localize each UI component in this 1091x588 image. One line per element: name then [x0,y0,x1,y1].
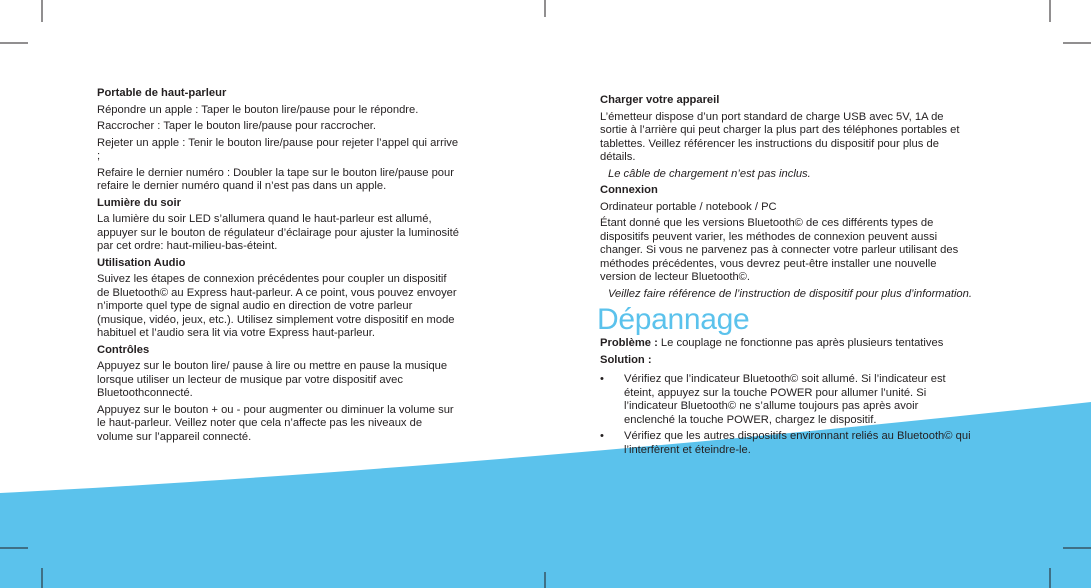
connexion-note: Veillez faire référence de l’instruction de dispositif pour plus d’information. [608,287,972,300]
charger-heading: Charger votre appareil [600,94,720,106]
left-column [97,87,459,447]
probleme-line [600,337,972,351]
solution-text-1: Vérifiez que l’indicateur Bluetooth© soit allumé. Si l’indicateur est éteint, appuyez sur la touche POWER pour allumer l’unité. Si l’indicateur Bluetooth© ne s’allume toujours pas après avoir enclenché la touche POWER, chargez le dispositif. [624,373,946,426]
portable-line-answer: Répondre un apple : Taper le bouton lire/pause pour le répondre. [97,103,419,116]
lumiere-text: La lumière du soir LED s’allumera quand le haut-parleur est allumé, appuyer sur le bouton de régulateur d’éclairage pour ajuster la luminosité par cet ordre: haut-milieu-bas-éteint. [97,213,459,252]
portable-line-redial: Refaire le dernier numéro : Doubler la tape sur le bouton lire/pause pour refaire le dernier numéro quand il n’est pas dans un apple. [97,166,454,192]
audio-heading: Utilisation Audio [97,256,186,269]
depannage-title: Dépannage [597,303,750,336]
portable-line-reject: Rejeter un apple : Tenir le bouton lire/pause pour rejeter l’appel qui arrive ; [97,136,459,162]
connexion-text: Étant donné que les versions Bluetooth© de ces différents types de dispositifs peuvent varier, les méthodes de connexion peuvent aussi changer. Si vous ne parvenez pas à connecter votre parleur utilisant des méthodes précédentes, vous devrez peut-être installer une nouvelle version de lecteur Bluetooth©. [600,217,959,283]
solution-item [600,373,972,427]
portable-heading: Portable de haut-parleur [97,87,227,99]
bullet-glyph: • [600,430,604,442]
charger-text: L’émetteur dispose d’un port standard de charge USB avec 5V, 1A de sortie à l’arrière qui peut charger la plus part des téléphones portables et tablettes. Veillez référencer les instructions du dispositif pour plus de détails. [600,110,960,163]
controles-heading: Contrôles [97,343,150,356]
lumiere-heading: Lumière du soir [97,196,181,209]
portable-line-hangup: Raccrocher : Taper le bouton lire/pause pour raccrocher. [97,120,377,132]
audio-text: Suivez les étapes de connexion précédentes pour coupler un dispositif de Bluetooth© au Express haut-parleur. A ce point, vous pouvez envoyer n’importe quel type de signal audio en direction de votre parleur (musique, vidéo, jeux, etc.). Utilisez simplement votre dispositif en mode habituel et l’audio sera lit via votre Express haut-parleur. [97,273,457,339]
probleme-text: Le couplage ne fonctionne pas après plusieurs tentatives [657,337,944,349]
controles-line-volume: Appuyez sur le bouton + ou - pour augmenter ou diminuer la volume sur le haut-parleur. Veillez noter que cela n’affecte pas les niveaux de volume sur l’appareil connecté. [97,403,454,443]
probleme-label: Problème : [600,337,658,349]
right-column [597,94,972,460]
solution-list [600,373,972,457]
solution-item [600,430,972,457]
solution-label: Solution : [600,353,652,366]
bullet-glyph: • [600,373,604,385]
connexion-heading: Connexion [600,184,658,196]
solution-text-2: Vérifiez que les autres dispositifs environnant reliés au Bluetooth© qui l’interfèrent et éteindre-le. [624,430,971,456]
charger-note: Le câble de chargement n’est pas inclus. [608,167,811,180]
connexion-subheading: Ordinateur portable / notebook / PC [600,200,777,213]
controles-line-play: Appuyez sur le bouton lire/ pause à lire ou mettre en pause la musique lorsque utiliser un lecteur de musique par votre dispositif avec Bluetoothconnecté. [97,360,448,399]
